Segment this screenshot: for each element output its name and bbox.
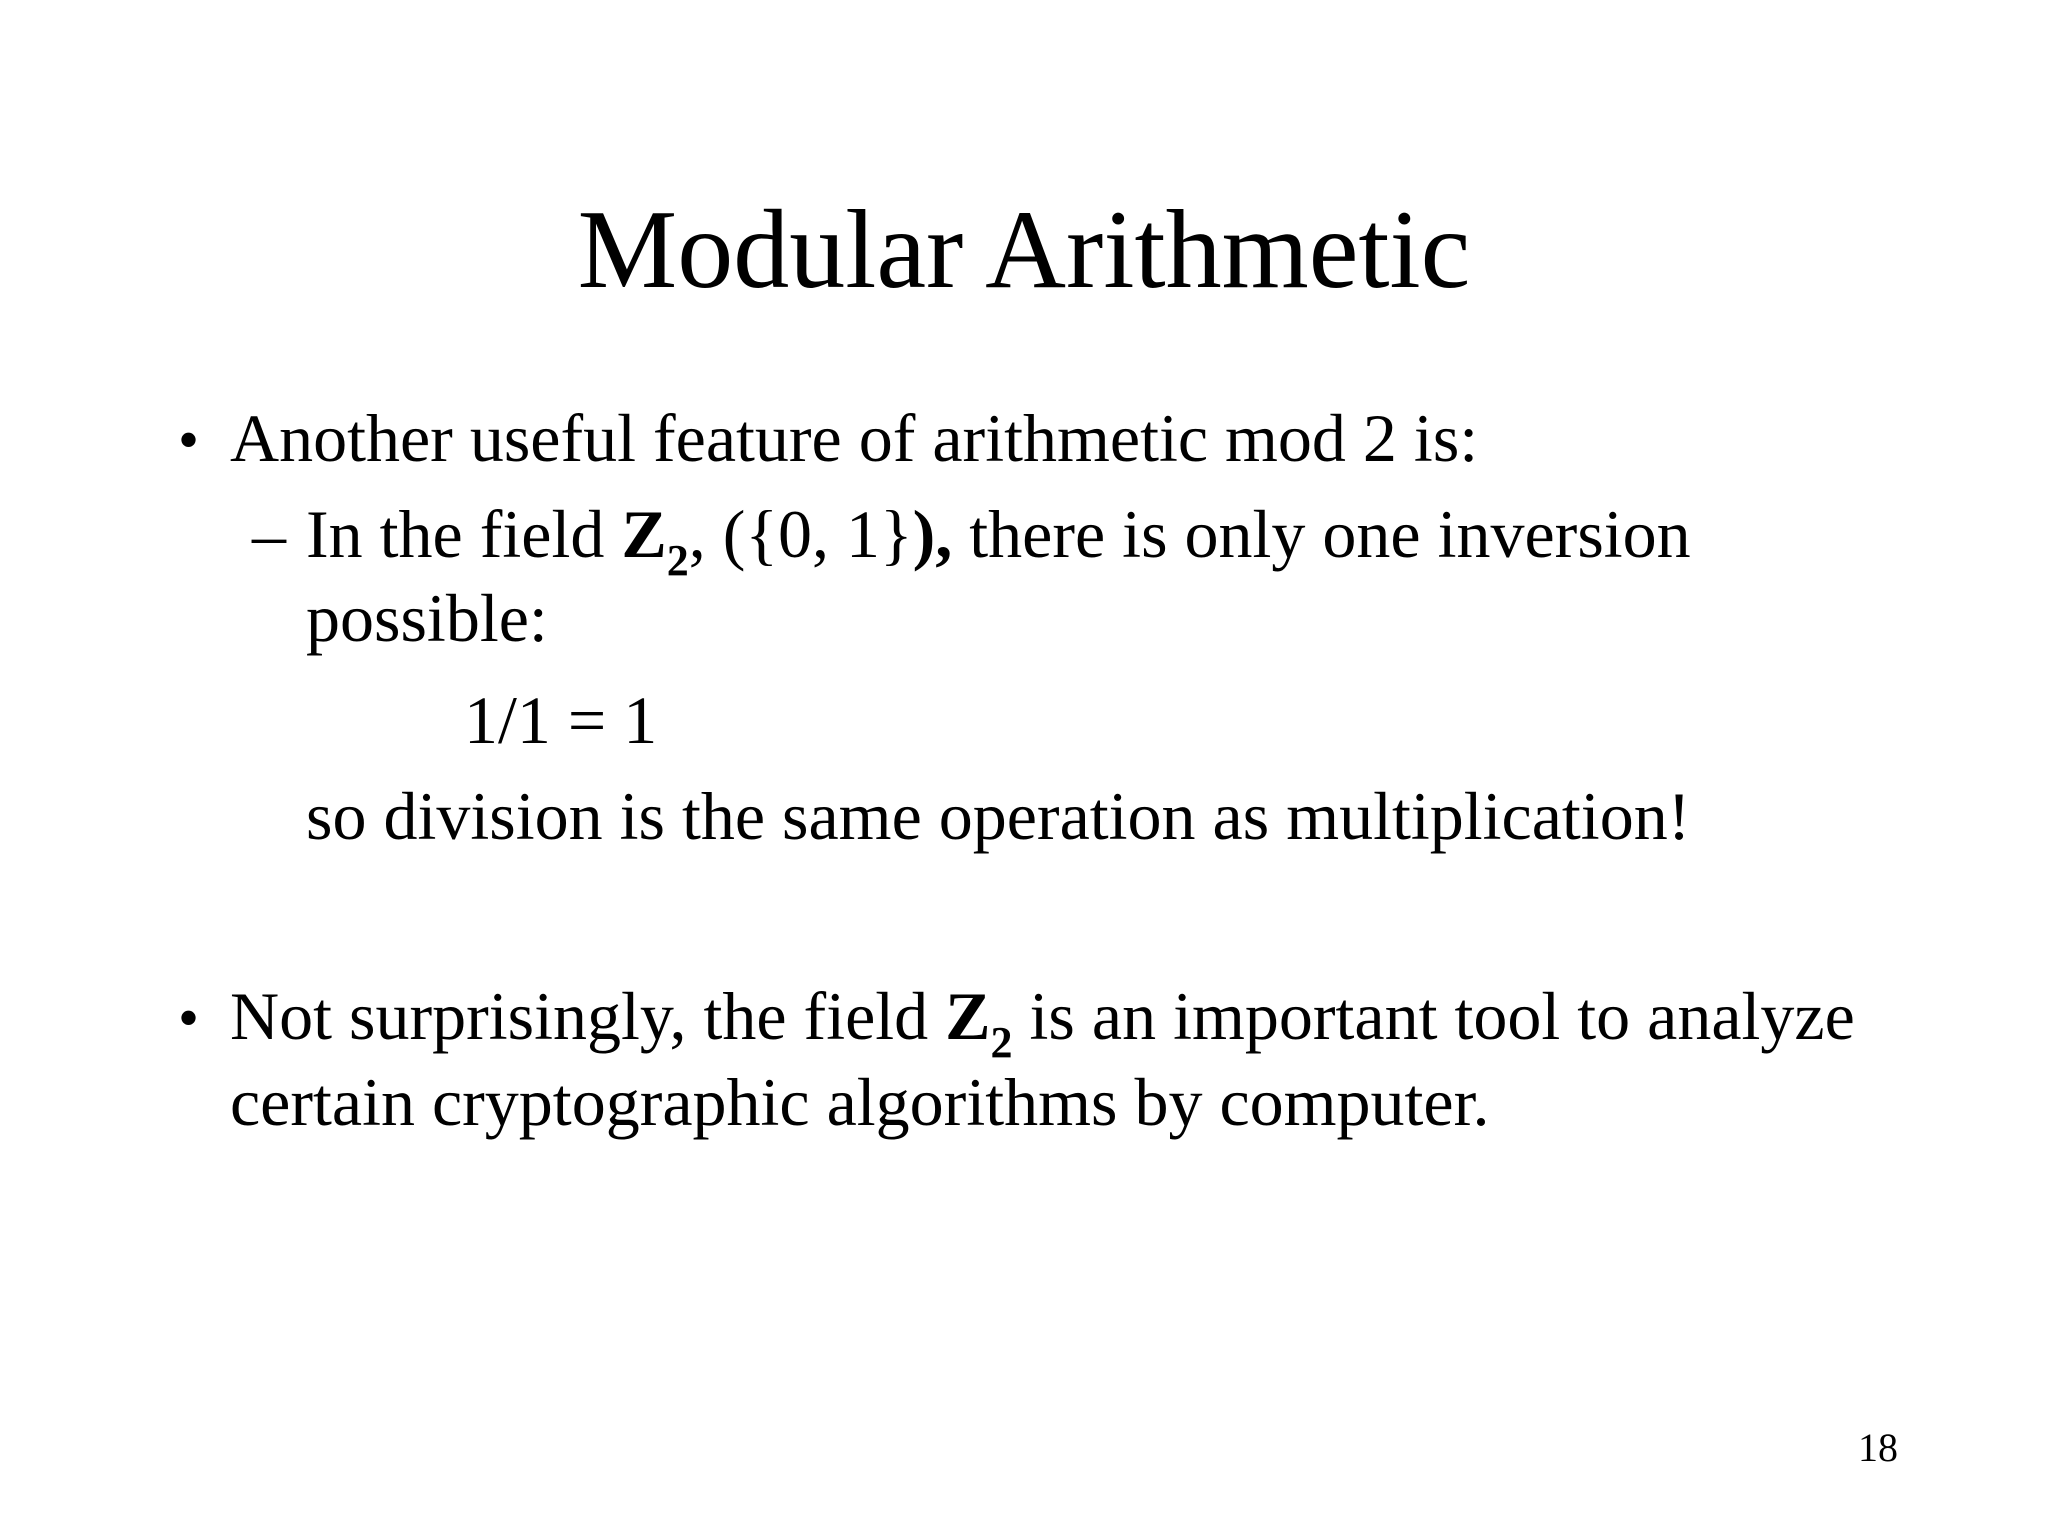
bullet-2-line-1 xyxy=(230,978,1855,1067)
sub-bullet-1-text-bold: ), xyxy=(912,496,953,572)
sub-bullet-1-line-1 xyxy=(306,496,1691,585)
conclusion-text: so division is the same operation as multiplication! xyxy=(306,778,1691,854)
bullet-marker: • xyxy=(178,407,200,473)
sub-bullet-1-text-c: there is only one inversion xyxy=(952,496,1691,572)
bullet-2-text-a: Not surprisingly, the field xyxy=(230,978,946,1054)
field-z-subscript: 2 xyxy=(990,1018,1013,1067)
field-z-symbol: Z xyxy=(621,496,667,572)
bullet-2-text-b: is an important tool to analyze xyxy=(1012,978,1855,1054)
sub-bullet-1-text-b: , ({0, 1} xyxy=(688,496,913,572)
slide-title: Modular Arithmetic xyxy=(577,188,1471,312)
equation: 1/1 = 1 xyxy=(464,682,658,758)
field-z-symbol: Z xyxy=(945,978,991,1054)
sub-bullet-1-line-2: possible: xyxy=(306,580,548,656)
field-z-subscript: 2 xyxy=(666,536,689,585)
bullet-1-text: Another useful feature of arithmetic mod 2 is: xyxy=(230,400,1479,476)
sub-bullet-marker: – xyxy=(252,496,286,572)
bullet-marker: • xyxy=(178,985,200,1051)
page-number: 18 xyxy=(1858,1425,1898,1470)
bullet-2-line-2: certain cryptographic algorithms by computer. xyxy=(230,1064,1490,1140)
sub-bullet-1-text-a: In the field xyxy=(306,496,622,572)
